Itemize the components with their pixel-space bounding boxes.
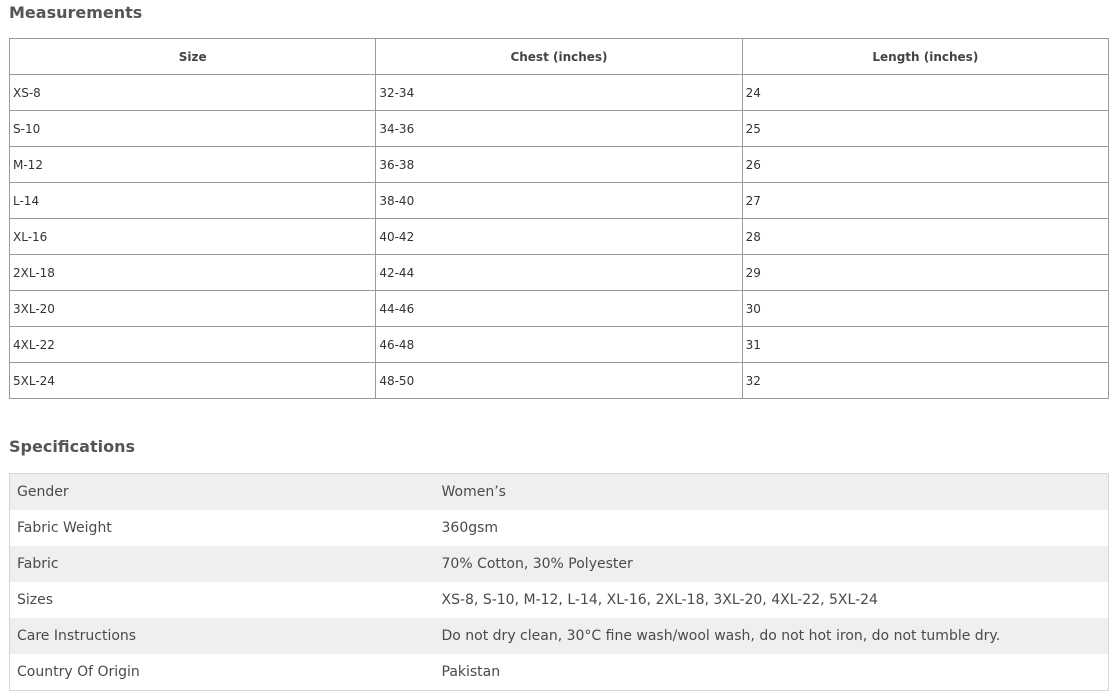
table-row <box>10 255 1109 291</box>
size-cell: 3XL-20 <box>10 291 376 327</box>
measurements-title: Measurements <box>9 3 143 22</box>
measurements-table <box>9 38 1109 399</box>
length-cell: 24 <box>742 75 1108 111</box>
spec-value: Pakistan <box>441 664 501 680</box>
spec-value: Women’s <box>435 474 1109 511</box>
table-row <box>10 327 1109 363</box>
spec-row-fabric-weight <box>10 510 1109 546</box>
chest-cell: 44-46 <box>376 291 742 327</box>
header-chest: Chest (inches) <box>376 39 742 75</box>
length-cell: 30 <box>742 291 1108 327</box>
table-row <box>10 147 1109 183</box>
chest-cell: 42-44 <box>376 255 742 291</box>
header-size: Size <box>10 39 376 75</box>
spec-label: Fabric Weight <box>17 520 112 536</box>
specifications-title: Specifications <box>9 437 135 456</box>
spec-label: Sizes <box>17 592 54 608</box>
spec-value: XS-8, S-10, M-12, L-14, XL-16, 2XL-18, 3XL-20, 4XL-22, 5XL-24 <box>441 592 878 608</box>
chest-cell: 46-48 <box>376 327 742 363</box>
measurements-header-row <box>10 39 1109 75</box>
length-cell: 25 <box>742 111 1108 147</box>
spec-label: Country Of Origin <box>17 664 140 680</box>
length-cell: 29 <box>742 255 1108 291</box>
spec-value: 70% Cotton, 30% Polyester <box>435 546 1109 582</box>
size-cell: S-10 <box>10 111 376 147</box>
size-cell: 2XL-18 <box>10 255 376 291</box>
spec-row-gender <box>10 474 1109 511</box>
spec-label: Gender <box>10 474 435 511</box>
specifications-table <box>9 473 1109 691</box>
spec-value: 360gsm <box>441 520 499 536</box>
length-cell: 28 <box>742 219 1108 255</box>
length-cell: 32 <box>742 363 1108 399</box>
table-row <box>10 111 1109 147</box>
size-cell: 5XL-24 <box>10 363 376 399</box>
chest-cell: 36-38 <box>376 147 742 183</box>
table-row <box>10 183 1109 219</box>
length-cell: 26 <box>742 147 1108 183</box>
size-cell: XL-16 <box>10 219 376 255</box>
chest-cell: 34-36 <box>376 111 742 147</box>
header-length: Length (inches) <box>742 39 1108 75</box>
spec-row-country-of-origin <box>10 654 1109 691</box>
size-cell: 4XL-22 <box>10 327 376 363</box>
table-row <box>10 291 1109 327</box>
size-cell: L-14 <box>10 183 376 219</box>
spec-label: Fabric <box>10 546 435 582</box>
spec-row-fabric <box>10 546 1109 582</box>
table-row <box>10 363 1109 399</box>
table-row <box>10 75 1109 111</box>
size-cell: M-12 <box>10 147 376 183</box>
spec-row-care-instructions <box>10 618 1109 654</box>
spec-row-sizes <box>10 582 1109 618</box>
table-row <box>10 219 1109 255</box>
length-cell: 31 <box>742 327 1108 363</box>
size-cell: XS-8 <box>10 75 376 111</box>
length-cell: 27 <box>742 183 1108 219</box>
chest-cell: 40-42 <box>376 219 742 255</box>
spec-value: Do not dry clean, 30°C fine wash/wool wash, do not hot iron, do not tumble dry. <box>435 618 1109 654</box>
spec-label: Care Instructions <box>10 618 435 654</box>
chest-cell: 48-50 <box>376 363 742 399</box>
chest-cell: 32-34 <box>376 75 742 111</box>
chest-cell: 38-40 <box>376 183 742 219</box>
